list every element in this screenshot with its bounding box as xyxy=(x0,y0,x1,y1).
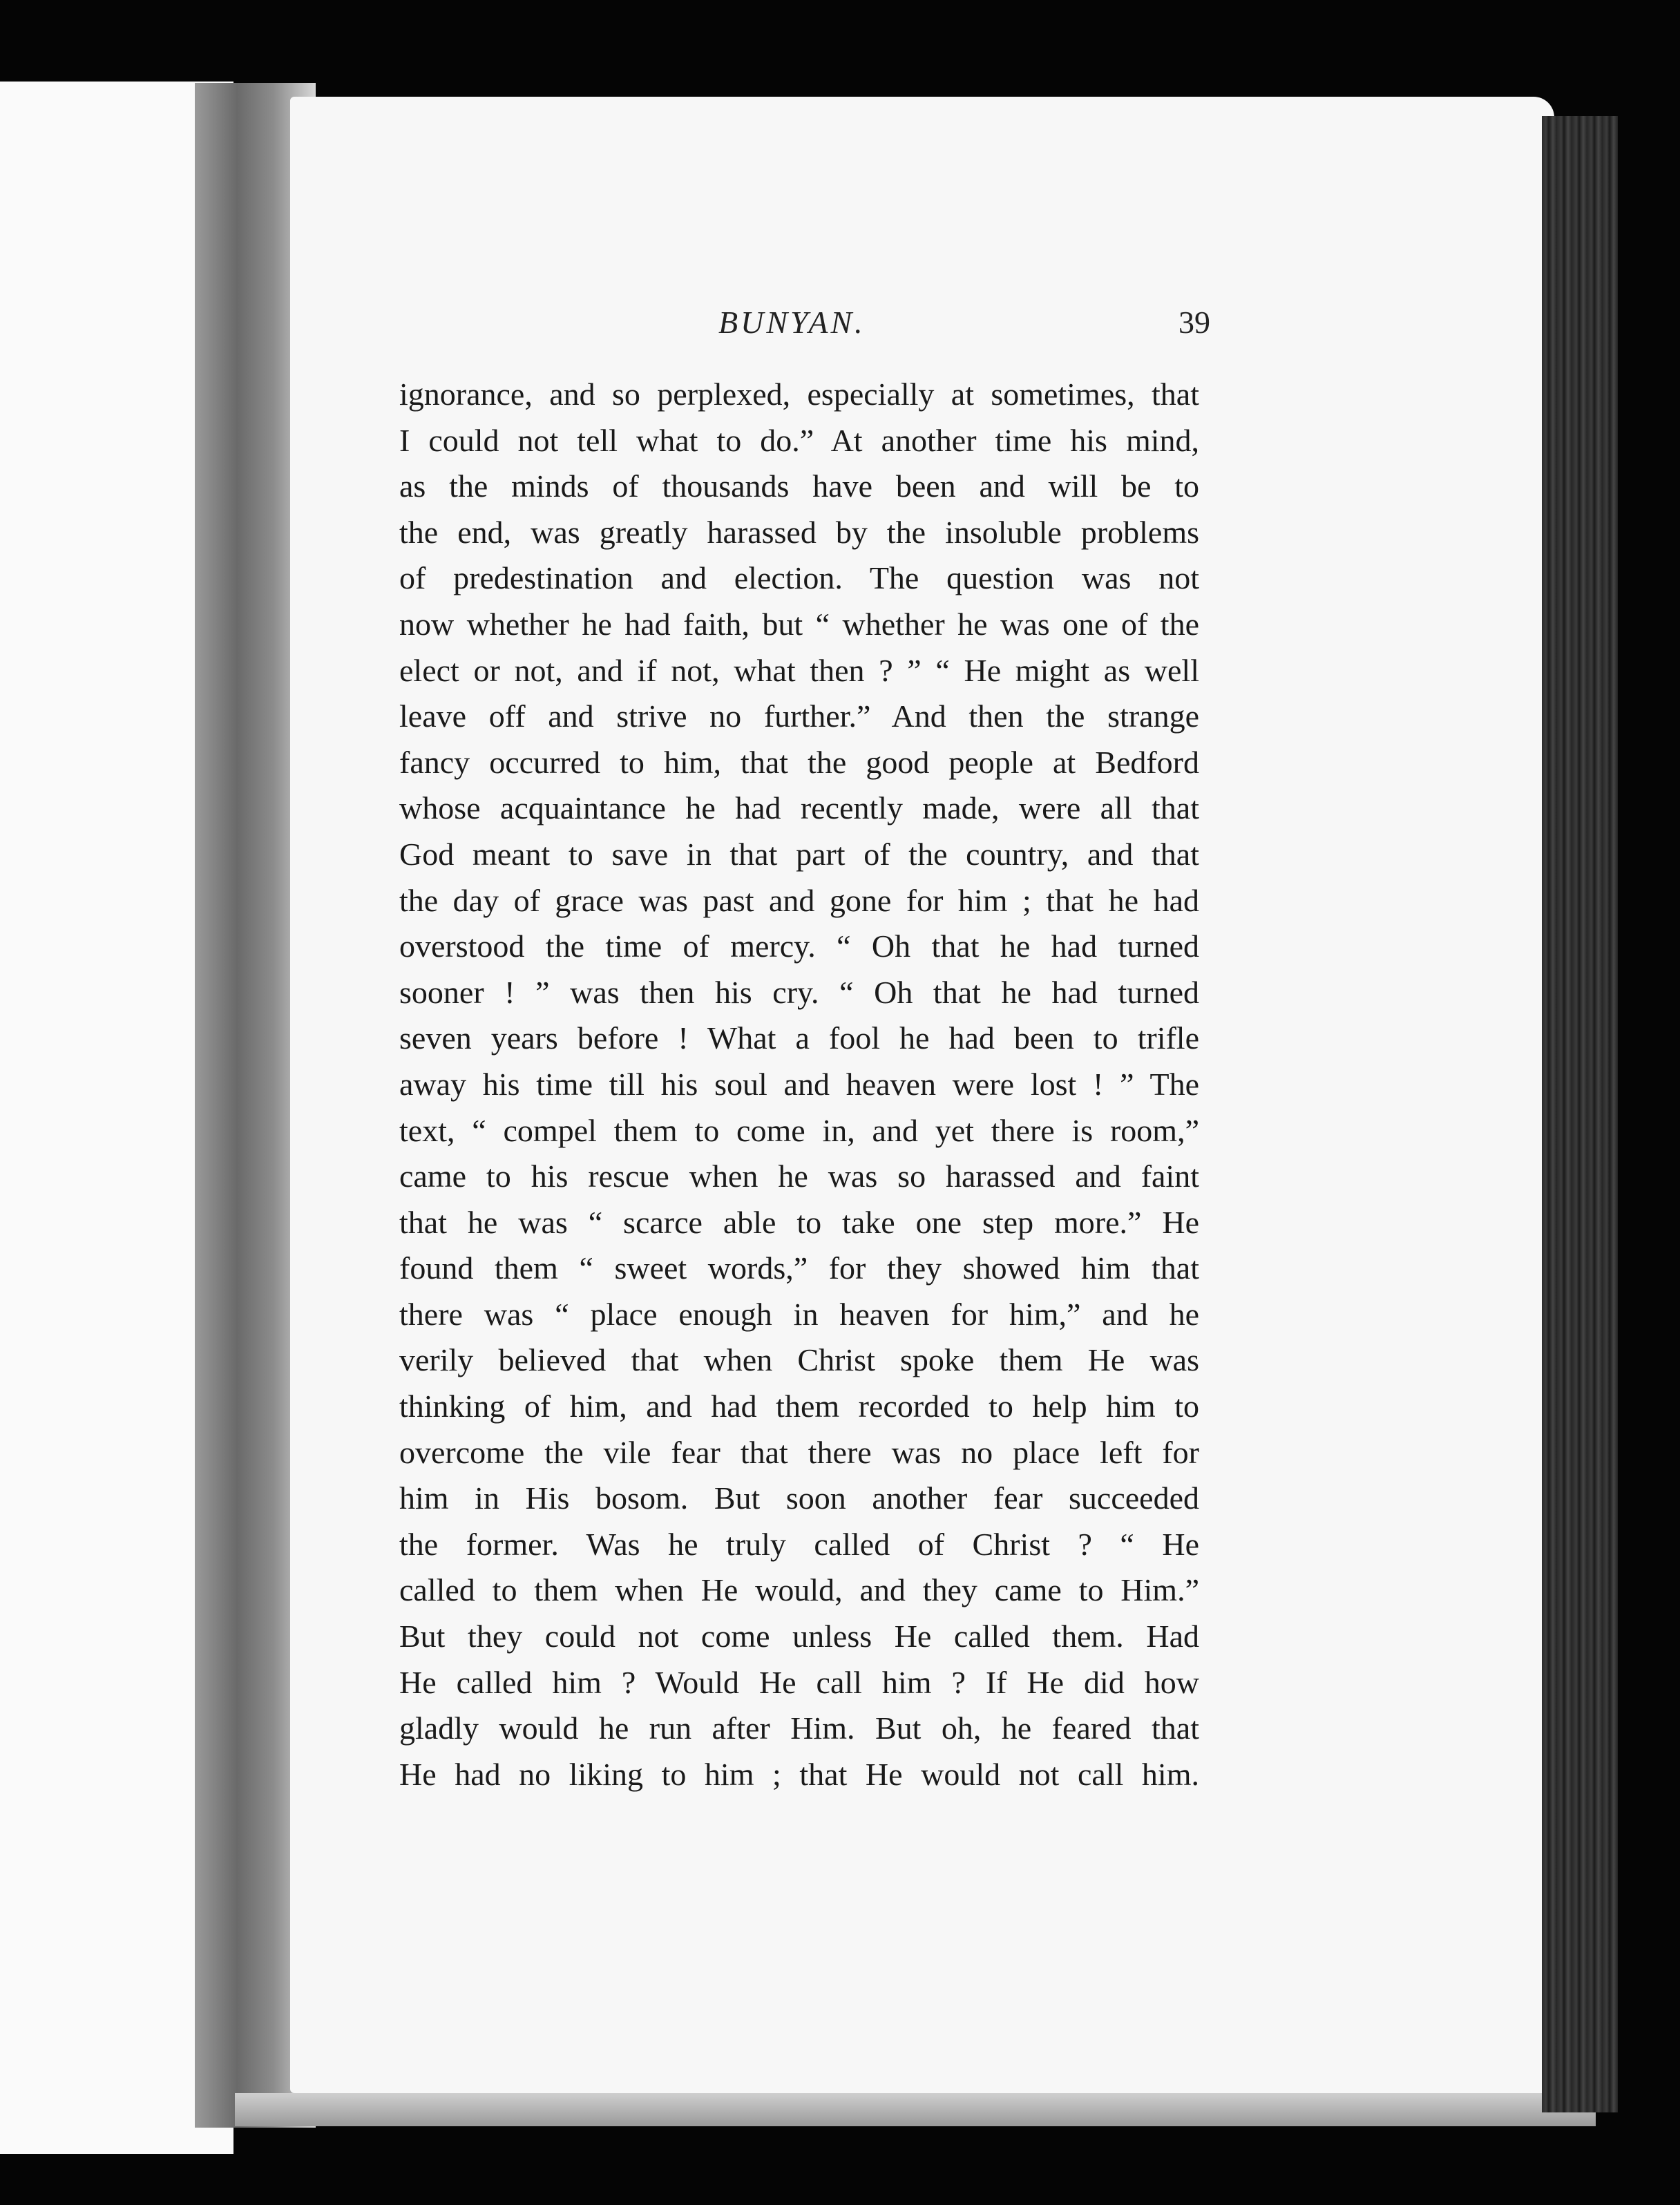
text-line: text, “ compel them to come in, and yet there is room,” xyxy=(399,1112,1199,1148)
text-line: But they could not come unless He called them. Had xyxy=(399,1619,1199,1654)
text-line: overstood the time of mercy. “ Oh that he had turned xyxy=(399,928,1199,964)
page-bottom-edge xyxy=(235,2093,1596,2126)
text-line: that he was “ scarce able to take one step more.” He xyxy=(399,1204,1199,1240)
running-title: BUNYAN. xyxy=(718,305,866,340)
text-line: of predestination and election. The question was not xyxy=(399,560,1199,596)
text-line: overcome the vile fear that there was no place left for xyxy=(399,1434,1199,1470)
text-line: leave off and strive no further.” And then the strange xyxy=(399,698,1199,734)
text-line: elect or not, and if not, what then ? ” “ He might as well xyxy=(399,652,1199,688)
text-line: found them “ sweet words,” for they showed him that xyxy=(399,1250,1199,1286)
text-line: He called him ? Would He call him ? If He did how xyxy=(399,1664,1199,1700)
text-line: sooner ! ” was then his cry. “ Oh that he had turned xyxy=(399,974,1199,1010)
text-line: verily believed that when Christ spoke them He was xyxy=(399,1342,1199,1378)
text-line: God meant to save in that part of the country, and that xyxy=(399,836,1199,872)
book-edge xyxy=(1542,116,1618,2112)
text-line: the former. Was he truly called of Christ ? “ He xyxy=(399,1526,1199,1562)
text-line: came to his rescue when he was so harassed and faint xyxy=(399,1158,1199,1194)
text-line: the day of grace was past and gone for him ; that he had xyxy=(399,882,1199,918)
text-line: the end, was greatly harassed by the insoluble problems xyxy=(399,514,1199,550)
body-text xyxy=(399,372,1199,1797)
text-line: ignorance, and so perplexed, especially at sometimes, that xyxy=(399,376,1199,412)
text-line: He had no liking to him ; that He would not call him. xyxy=(399,1756,1199,1792)
text-line: fancy occurred to him, that the good people at Bedford xyxy=(399,744,1199,780)
text-line: now whether he had faith, but “ whether he was one of the xyxy=(399,606,1199,642)
text-line: seven years before ! What a fool he had been to trifle xyxy=(399,1020,1199,1056)
text-line: I could not tell what to do.” At another time his mind, xyxy=(399,422,1199,458)
text-line: him in His bosom. But soon another fear succeeded xyxy=(399,1480,1199,1516)
text-line: there was “ place enough in heaven for him,” and he xyxy=(399,1296,1199,1332)
text-line: as the minds of thousands have been and will be to xyxy=(399,468,1199,504)
text-line: away his time till his soul and heaven were lost ! ” The xyxy=(399,1066,1199,1102)
page-number: 39 xyxy=(1178,305,1210,340)
text-line: called to them when He would, and they came to Him.” xyxy=(399,1572,1199,1608)
text-line: thinking of him, and had them recorded to help him to xyxy=(399,1388,1199,1424)
text-line: gladly would he run after Him. But oh, he feared that xyxy=(399,1710,1199,1746)
text-line: whose acquaintance he had recently made, were all that xyxy=(399,790,1199,826)
